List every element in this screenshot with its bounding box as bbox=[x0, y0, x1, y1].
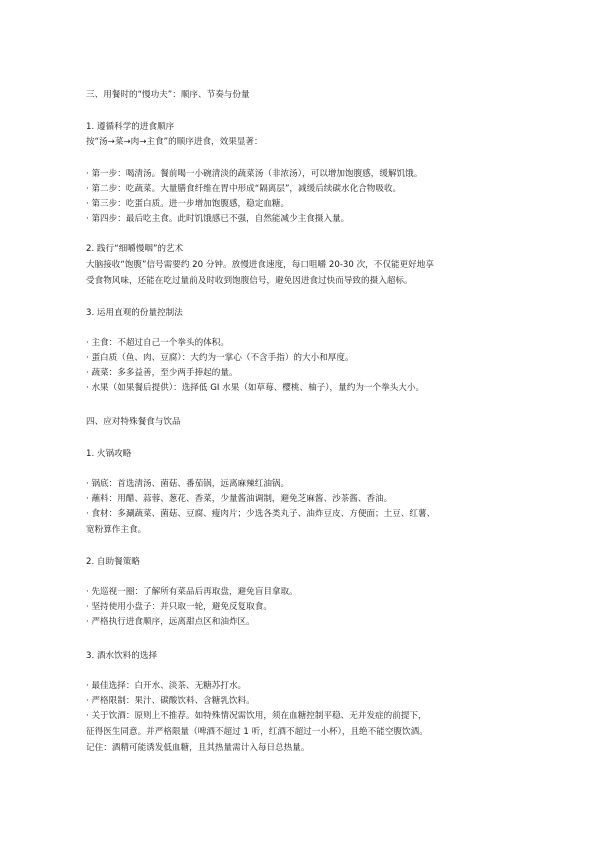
paragraph-line: 大脑接收“饱腹”信号需要约 20 分钟。放慢进食速度，每口咀嚼 20-30 次，不仅能更好地享 bbox=[86, 260, 434, 270]
section-4-2-heading: 2. 自助餐策略 bbox=[86, 557, 140, 567]
list-item: · 第二步：吃蔬菜。大量膳食纤维在胃中形成“隔离层”，减缓后续碳水化合物吸收。 bbox=[86, 184, 402, 194]
section-3-1-intro: 按“汤→菜→肉→主食”的顺序进食，效果显著： bbox=[86, 137, 263, 147]
section-4-title: 四、应对特殊餐食与饮品 bbox=[86, 417, 181, 427]
paragraph-line: 受食物风味，还能在吃过量前及时收到饱腹信号，避免因进食过快而导致的摄入超标。 bbox=[86, 276, 413, 286]
list-item: · 水果（如果餐后提供）：选择低 GI 水果（如草莓、樱桃、柚子），量约为一个拳头大小。 bbox=[86, 383, 425, 393]
list-item: · 蘸料：用醋、蒜蓉、葱花、香菜，少量酱油调制，避免芝麻酱、沙茶酱、香油。 bbox=[86, 494, 393, 504]
list-item: · 蔬菜：多多益善，至少两手捧起的量。 bbox=[86, 368, 238, 378]
list-item: · 锅底：首选清汤、菌菇、番茄锅，远离麻辣红油锅。 bbox=[86, 479, 290, 489]
list-item: · 第三步：吃蛋白质。进一步增加饱腹感，稳定血糖。 bbox=[86, 199, 290, 209]
list-item-continuation: 征得医生同意。并严格限量（啤酒不超过 1 听，红酒不超过一小杯），且绝不能空腹饮酒。 bbox=[86, 727, 428, 737]
section-3-1-heading: 1. 遵循科学的进食顺序 bbox=[86, 122, 175, 132]
section-3-3-heading: 3. 运用直观的份量控制法 bbox=[86, 308, 183, 318]
list-item: · 蛋白质（鱼、肉、豆腐）：大约为一掌心（不含手指）的大小和厚度。 bbox=[86, 353, 354, 363]
section-4-1-heading: 1. 火锅攻略 bbox=[86, 449, 132, 459]
list-item: · 最佳选择：白开水、淡茶、无糖苏打水。 bbox=[86, 681, 247, 691]
list-item-continuation: 记住：酒精可能诱发低血糖，且其热量需计入每日总热量。 bbox=[86, 743, 310, 753]
list-item: · 严格执行进食顺序，远离甜点区和油炸区。 bbox=[86, 617, 255, 627]
section-3-title: 三、用餐时的“慢功夫”：顺序、节奏与份量 bbox=[86, 90, 250, 100]
section-4-3-heading: 3. 酒水饮料的选择 bbox=[86, 651, 158, 661]
list-item: · 关于饮酒：原则上不推荐。如特殊情况需饮用，须在血糖控制平稳、无并发症的前提下， bbox=[86, 711, 427, 721]
list-item: · 先巡视一圈：了解所有菜品后再取盘，避免盲目拿取。 bbox=[86, 587, 298, 597]
list-item: · 主食：不超过自己一个拳头的体积。 bbox=[86, 338, 229, 348]
list-item: · 坚持使用小盘子：并只取一轮，避免反复取食。 bbox=[86, 602, 272, 612]
list-item-continuation: 宽粉算作主食。 bbox=[86, 525, 147, 535]
section-3-2-heading: 2. 践行“细嚼慢咽”的艺术 bbox=[86, 244, 184, 254]
list-item: · 第四步：最后吃主食。此时饥饿感已不强，自然能减少主食摄入量。 bbox=[86, 214, 350, 224]
list-item: · 第一步：喝清汤。餐前喝一小碗清淡的蔬菜汤（非浓汤），可以增加饱腹感，缓解饥饿。 bbox=[86, 169, 423, 179]
list-item: · 严格限制：果汁、碳酸饮料、含糖乳饮料。 bbox=[86, 696, 255, 706]
list-item: · 食材：多涮蔬菜、菌菇、豆腐、瘦肉片；少选各类丸子、油炸豆皮、方便面；土豆、红薯、 bbox=[86, 509, 436, 519]
